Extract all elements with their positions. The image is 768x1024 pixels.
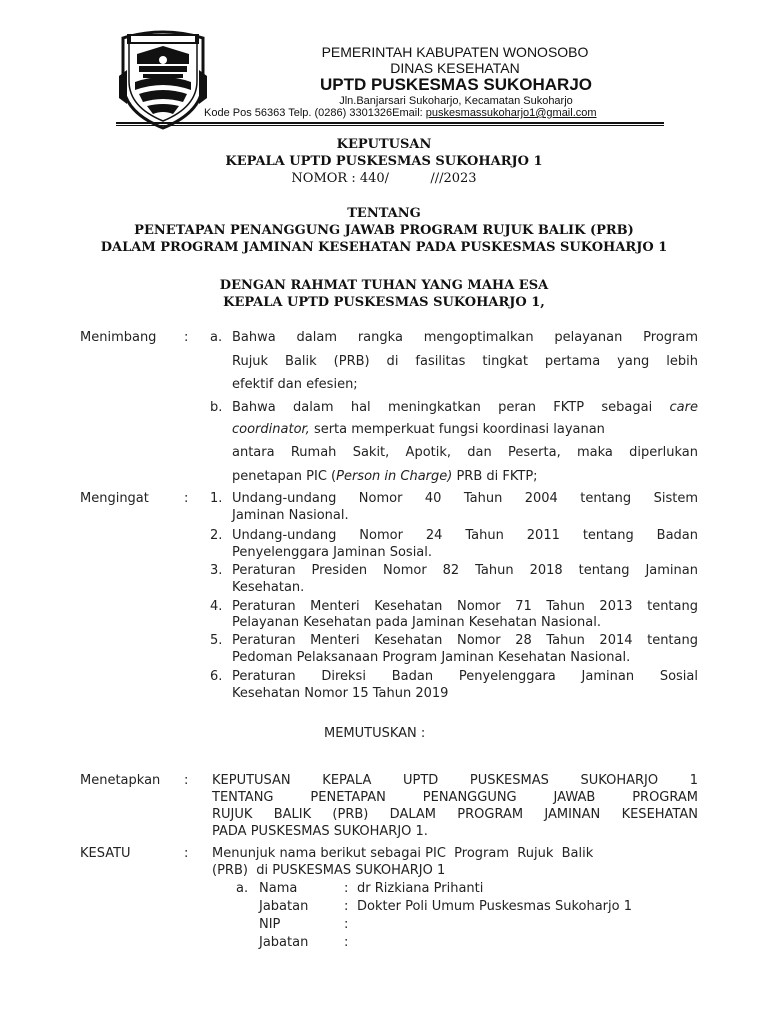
- menimbang-b-line-1: [232, 400, 698, 415]
- opening-line-1: DENGAN RAHMAT TUHAN YANG MAHA ESA: [219, 278, 549, 293]
- regency-emblem-logo: [117, 24, 209, 130]
- header-address: Jln.Banjarsari Sukoharjo, Kecamatan Sukoharjo: [339, 95, 573, 107]
- menetapkan-label: Menetapkan: [80, 773, 161, 788]
- mengingat-item-4-line-1: Peraturan Menteri Kesehatan Nomor 71 Tahun 2013 tentang: [232, 599, 698, 614]
- menimbang-a-line-2: Rujuk Balik (PRB) di fasilitas tingkat pertama yang lebih: [232, 354, 698, 369]
- menimbang-b-line-4-italic: Person in Charge): [336, 469, 453, 484]
- field-nama-value: dr Rizkiana Prihanti: [357, 881, 484, 896]
- menetapkan-line-2: TENTANG PENETAPAN PENANGGUNG JAWAB PROGRAM: [212, 790, 698, 805]
- decree-title: KEPUTUSAN: [336, 137, 432, 152]
- mengingat-item-5-line-2: Pedoman Pelaksanaan Program Jaminan Kesehatan Nasional.: [232, 650, 631, 665]
- menimbang-b-line-4-post: PRB di FKTP;: [452, 469, 538, 484]
- about-line-2: DALAM PROGRAM JAMINAN KESEHATAN PADA PUSKESMAS SUKOHARJO 1: [100, 240, 668, 255]
- menimbang-b-line-1-text: Bahwa dalam hal meningkatkan peran FKTP sebagai: [232, 400, 653, 415]
- mengingat-item-6-line-1: Peraturan Direksi Badan Penyelenggara Jaminan Sosial: [232, 669, 698, 684]
- menimbang-a-number: a.: [210, 330, 223, 345]
- menimbang-b-line-2-italic: coordinator,: [232, 422, 310, 437]
- mengingat-label: Mengingat: [80, 491, 149, 506]
- mengingat-item-3-number: 3.: [210, 563, 223, 578]
- menetapkan-line-1: KEPUTUSAN KEPALA UPTD PUSKESMAS SUKOHARJO 1: [212, 773, 698, 788]
- mengingat-item-1-number: 1.: [210, 491, 223, 506]
- menimbang-b-line-3: antara Rumah Sakit, Apotik, dan Peserta, maka diperlukan: [232, 445, 698, 460]
- menimbang-b-line-4: [232, 469, 698, 484]
- field-nama-colon: :: [344, 881, 349, 896]
- header-institution-name: UPTD PUSKESMAS SUKOHARJO: [319, 75, 593, 94]
- kesatu-line-1: Menunjuk nama berikut sebagai PIC Program Rujuk Balik: [212, 846, 594, 861]
- header-email-link[interactable]: puskesmassukoharjo1@gmail.com: [425, 107, 597, 119]
- menetapkan-colon: :: [184, 773, 189, 788]
- field-nip-colon: :: [344, 917, 349, 932]
- about-line-1: PENETAPAN PENANGGUNG JAWAB PROGRAM RUJUK BALIK (PRB): [134, 223, 634, 238]
- decree-number: NOMOR : 440/ ///2023: [291, 171, 477, 186]
- decree-issuer: KEPALA UPTD PUSKESMAS SUKOHARJO 1: [225, 154, 543, 169]
- about-heading: TENTANG: [347, 206, 421, 221]
- menimbang-b-line-4-pre: penetapan PIC (: [232, 469, 337, 484]
- menetapkan-line-4: PADA PUSKESMAS SUKOHARJO 1.: [212, 824, 428, 839]
- opening-line-2: KEPALA UPTD PUSKESMAS SUKOHARJO 1,: [223, 295, 545, 310]
- header-contact-text: Kode Pos 56363 Telp. (0286) 3301326Email:: [204, 107, 426, 119]
- menimbang-colon: :: [184, 330, 189, 345]
- menimbang-b-number: b.: [210, 400, 223, 415]
- field-jabatan-2-label: Jabatan: [259, 935, 309, 950]
- field-jabatan-colon: :: [344, 899, 349, 914]
- mengingat-item-1-line-1: Undang-undang Nomor 40 Tahun 2004 tentang Sistem: [232, 491, 698, 506]
- mengingat-item-5-line-1: Peraturan Menteri Kesehatan Nomor 28 Tahun 2014 tentang: [232, 633, 698, 648]
- mengingat-item-3-line-2: Kesehatan.: [232, 580, 305, 595]
- menimbang-b-line-2-text: serta memperkuat fungsi koordinasi layanan: [309, 422, 605, 437]
- header-government-line: PEMERINTAH KABUPATEN WONOSOBO: [321, 44, 589, 60]
- mengingat-colon: :: [184, 491, 189, 506]
- menimbang-b-line-2: [232, 422, 698, 437]
- field-jabatan-label: Jabatan: [259, 899, 309, 914]
- menimbang-a-line-3: efektif dan efesien;: [232, 377, 358, 392]
- header-divider-thin: [116, 125, 664, 126]
- field-jabatan-2-colon: :: [344, 935, 349, 950]
- mengingat-item-3-line-1: Peraturan Presiden Nomor 82 Tahun 2018 tentang Jaminan: [232, 563, 698, 578]
- mengingat-item-2-number: 2.: [210, 528, 223, 543]
- memutuskan-heading: MEMUTUSKAN :: [324, 726, 426, 741]
- menimbang-a-line-1: Bahwa dalam rangka mengoptimalkan pelayanan Program: [232, 330, 698, 345]
- header-divider-thick: [116, 122, 664, 124]
- mengingat-item-2-line-1: Undang-undang Nomor 24 Tahun 2011 tentang Badan: [232, 528, 698, 543]
- mengingat-item-1-line-2: Jaminan Nasional.: [232, 508, 349, 523]
- mengingat-item-2-line-2: Penyelenggara Jaminan Sosial.: [232, 545, 433, 560]
- menimbang-b-line-1-italic: care: [669, 400, 698, 415]
- mengingat-item-4-number: 4.: [210, 599, 223, 614]
- field-nip-label: NIP: [259, 917, 281, 932]
- field-jabatan-value: Dokter Poli Umum Puskesmas Sukoharjo 1: [357, 899, 632, 914]
- menetapkan-line-3: RUJUK BALIK (PRB) DALAM PROGRAM JAMINAN KESEHATAN: [212, 807, 698, 822]
- header-department-line: DINAS KESEHATAN: [390, 60, 520, 76]
- kesatu-label: KESATU: [80, 846, 131, 861]
- kesatu-colon: :: [184, 846, 189, 861]
- kesatu-line-2: (PRB) di PUSKESMAS SUKOHARJO 1: [212, 863, 446, 878]
- mengingat-item-6-number: 6.: [210, 669, 223, 684]
- header-contact: [204, 107, 597, 119]
- mengingat-item-5-number: 5.: [210, 633, 223, 648]
- kesatu-item-number: a.: [236, 881, 249, 896]
- mengingat-item-4-line-2: Pelayanan Kesehatan pada Jaminan Kesehatan Nasional.: [232, 615, 601, 630]
- mengingat-item-6-line-2: Kesehatan Nomor 15 Tahun 2019: [232, 686, 449, 701]
- field-nama-label: Nama: [259, 881, 298, 896]
- menimbang-label: Menimbang: [80, 330, 157, 345]
